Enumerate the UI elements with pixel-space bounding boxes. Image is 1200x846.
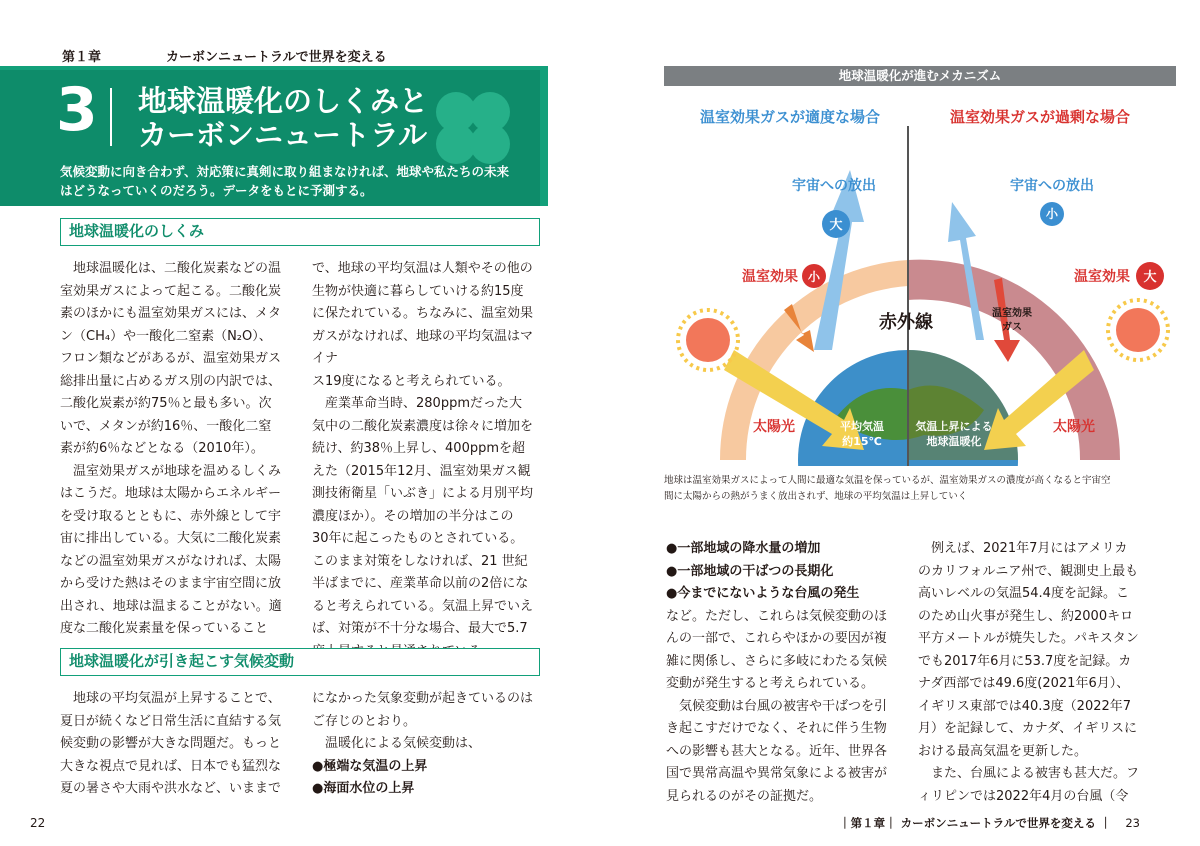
body-line: イギリス東部では40.3度（2022年7 (918, 698, 1132, 714)
body-line: はこうだ。地球は太陽からエネルギー (60, 486, 282, 501)
sun-left (686, 318, 730, 362)
diagram-title: 地球温暖化が進むメカニズム (664, 66, 1176, 86)
body-line: ィリピンでは2022年4月の台風（令 (918, 788, 1129, 804)
section-heading-mechanism: 地球温暖化のしくみ (60, 218, 540, 246)
body-line: 続け、約38％上昇し、400ppmを超 (312, 441, 526, 456)
body-line: 月）を記録して、カナダ、イギリスに (918, 721, 1138, 736)
body-line: んの一部で、これらやほかの要因が複 (666, 631, 887, 646)
running-footer-text: ｜第１章｜ カーボンニュートラルで世界を変える ｜ (839, 816, 1112, 830)
body-line: 二酸化炭素が約75％と最も多い。次 (60, 396, 272, 411)
chapter-label: 第１章 (62, 50, 102, 65)
body-line: 気中の二酸化炭素濃度は徐々に増加を (312, 418, 534, 434)
diagram-caption (664, 473, 1176, 505)
page-number: 22 (30, 816, 46, 830)
page-number: 23 (1125, 816, 1140, 830)
body-line: 素のほかにも温室効果ガスには、メタ (60, 306, 282, 321)
section-number: 3 (56, 75, 98, 145)
body-line: また、台風による被害も甚大だ。フ (931, 766, 1140, 781)
body-line: 度な二酸化炭素量を保っていること (60, 621, 269, 636)
body-line: このまま対策をしなければ、21 世紀 (312, 553, 528, 569)
running-footer (839, 815, 1140, 831)
avg-temp-line2: 約15℃ (842, 435, 882, 448)
body-line: など。ただし、これらは気候変動のほ (666, 608, 888, 624)
sun-right (1116, 308, 1160, 352)
emission-left-value: 大 (829, 218, 843, 233)
caption-line: 地球は温室効果ガスによって人間に最適な気温を保っているが、温室効果ガスの濃度が高くなると宇宙空 (664, 475, 1111, 486)
body-line: ナダ西部では49.6度(2021年6月）、 (918, 676, 1130, 691)
body-line: 総排出量に占めるガス別の内訳では、 (60, 373, 282, 389)
body-line: 夏の暑さや大雨や洪水など、いままで (60, 781, 282, 796)
body-line: 夏日が続くなど日常生活に直結する気 (60, 713, 282, 729)
body-line: 気候変動は台風の被害や干ばつを引 (679, 698, 888, 714)
body-line: 出され、地球は温まることがない。適 (60, 598, 282, 614)
body-line: 見られるのがその証拠だ。 (666, 788, 823, 804)
body-line: おける最高気温を更新した。 (918, 743, 1088, 759)
emission-right-value: 小 (1045, 207, 1059, 221)
body-line: のため山火事が発生し、約2000キロ (918, 608, 1134, 624)
body-line: などの温室効果ガスがなければ、太陽 (60, 553, 282, 569)
body-line: 平方メートルが焼失した。パキスタン (918, 631, 1139, 646)
body-line: 温室効果ガスが地球を温めるしくみ (73, 463, 282, 479)
body-line: ス19度になると考えられている。 (312, 373, 511, 389)
infrared-label: 赤外線 (879, 312, 933, 333)
body-line: 素が約6％などとなる（2010年）。 (60, 441, 264, 456)
title-divider (110, 88, 112, 146)
bullet-item: ●今までにないような台風の発生 (666, 586, 860, 601)
body-line: フロン類などがあるが、温室効果ガス (60, 351, 282, 366)
body-line: になかった気象変動が起きているのは (312, 691, 534, 706)
body-column-3 (60, 688, 292, 801)
body-line: ば、対策が不十分な場合、最大で5.7 (312, 621, 528, 636)
body-column-2 (312, 258, 544, 663)
avg-temp-line1: 平均気温 (840, 420, 884, 433)
case-right-label: 温室効果ガスが過剰な場合 (949, 108, 1131, 126)
greenhouse-diagram (664, 90, 1176, 466)
warming-line1: 気温上昇による (915, 420, 993, 433)
body-line: 地球温暖化は、二酸化炭素などの温 (73, 261, 282, 276)
body-line: 生物が快適に暮らしていける約15度 (312, 283, 524, 299)
section-heading-climate-change: 地球温暖化が引き起こす気候変動 (60, 648, 540, 676)
effect-label-right: 温室効果 (1074, 269, 1130, 285)
effect-label-left: 温室効果 (742, 269, 798, 285)
body-line: ン（CH₄）や一酸化二窒素（N₂O）、 (60, 328, 272, 344)
body-line: 温暖化による気候変動は、 (325, 736, 482, 751)
body-line: 地球の平均気温が上昇することで、 (73, 691, 281, 706)
body-line: 変動が発生すると考えられている。 (666, 676, 875, 691)
body-line: でも2017年6月に53.7度を記録。カ (918, 653, 1132, 669)
body-line: 雑に関係し、さらに多岐にわたる気候 (666, 653, 888, 669)
body-line: への影響も甚大となる。近年、世界各 (666, 743, 888, 759)
bullet-item: ●一部地域の降水量の増加 (666, 541, 821, 556)
caption-line: 間に太陽からの熱がうまく放出されず、地球の平均気温は上昇していく (664, 491, 968, 502)
lead-line: はどうなっていくのだろう。データをもとに予測する。 (60, 183, 373, 199)
case-left-label: 温室効果ガスが適度な場合 (699, 108, 881, 126)
emission-arrow-left (814, 170, 864, 350)
body-line: 測技術衛星「いぶき」による月別平均 (312, 486, 534, 501)
body-line: に保たれている。ちなみに、温室効果 (312, 306, 534, 321)
body-line: 濃度ほか）。その増加の半分はこの (312, 508, 514, 524)
body-column-1 (60, 258, 292, 641)
chapter-title: カーボンニュートラルで世界を変える (166, 50, 387, 65)
body-line: 大きな視点で見れば、日本でも猛烈な (60, 758, 282, 774)
page-title-line2: カーボンニュートラル (138, 118, 428, 152)
body-column-5 (666, 538, 900, 808)
body-line: のカリフォルニア州で、観測史上最も (918, 563, 1139, 579)
body-line: を受け取るとともに、赤外線として宇 (60, 508, 282, 524)
body-line: ガスがなければ、地球の平均気温はマイナ (312, 328, 534, 366)
body-line: ると考えられている。気温上昇でいえ (312, 598, 534, 614)
bullet-item: ●海面水位の上昇 (312, 781, 415, 796)
body-line: き起こすだけでなく、それに伴う生物 (666, 721, 887, 736)
lead-line: 気候変動に向き合わず、対応策に真剣に取り組まなければ、地球や私たちの未来 (60, 164, 510, 179)
page-title-line1: 地球温暖化のしくみと (138, 84, 429, 118)
body-line: 宙に排出している。大気に二酸化炭素 (60, 531, 282, 546)
lead-text (60, 162, 530, 201)
body-line: 半ばまでに、産業革命以前の2倍にな (312, 576, 529, 591)
body-line: えた（2015年12月、温室効果ガス観 (312, 463, 531, 479)
emission-label-left: 宇宙への放出 (792, 178, 876, 194)
ghg-label-line1: 温室効果 (992, 308, 1032, 319)
body-line: 例えば、2021年7月にはアメリカ (931, 541, 1128, 556)
body-line: 候変動の影響が大きな問題だ。もっと (60, 736, 282, 751)
body-line: いで、メタンが約16％、一酸化二窒 (60, 418, 272, 434)
bullet-item: ●一部地域の干ばつの長期化 (666, 563, 834, 579)
body-line: から受けた熱はそのまま宇宙空間に放 (60, 576, 282, 591)
bullet-item: ●極端な気温の上昇 (312, 758, 428, 774)
sunlight-label-right: 太陽光 (1053, 419, 1095, 435)
ghg-label-line2: ガス (1002, 322, 1022, 333)
warming-line2: 地球温暖化 (926, 435, 982, 448)
body-line: 産業革命当時、280ppmだった大 (325, 396, 522, 411)
body-line: ご存じのとおり。 (312, 713, 417, 729)
sunlight-label-left: 太陽光 (753, 419, 795, 435)
body-line: 高いレベルの気温54.4度を記録。こ (918, 586, 1129, 601)
body-line: 30年に起こったものとされている。 (312, 531, 524, 546)
effect-right-value: 大 (1143, 270, 1157, 285)
body-column-6 (918, 538, 1156, 808)
emission-label-right: 宇宙への放出 (1010, 178, 1094, 194)
right-page (600, 0, 1200, 846)
effect-left-value: 小 (807, 270, 821, 284)
body-column-4 (312, 688, 544, 801)
body-line: 国で異常高温や異常気象による被害が (666, 766, 888, 781)
body-line: 室効果ガスによって起こる。二酸化炭 (60, 283, 282, 299)
body-line: で、地球の平均気温は人類やその他の (312, 261, 533, 276)
